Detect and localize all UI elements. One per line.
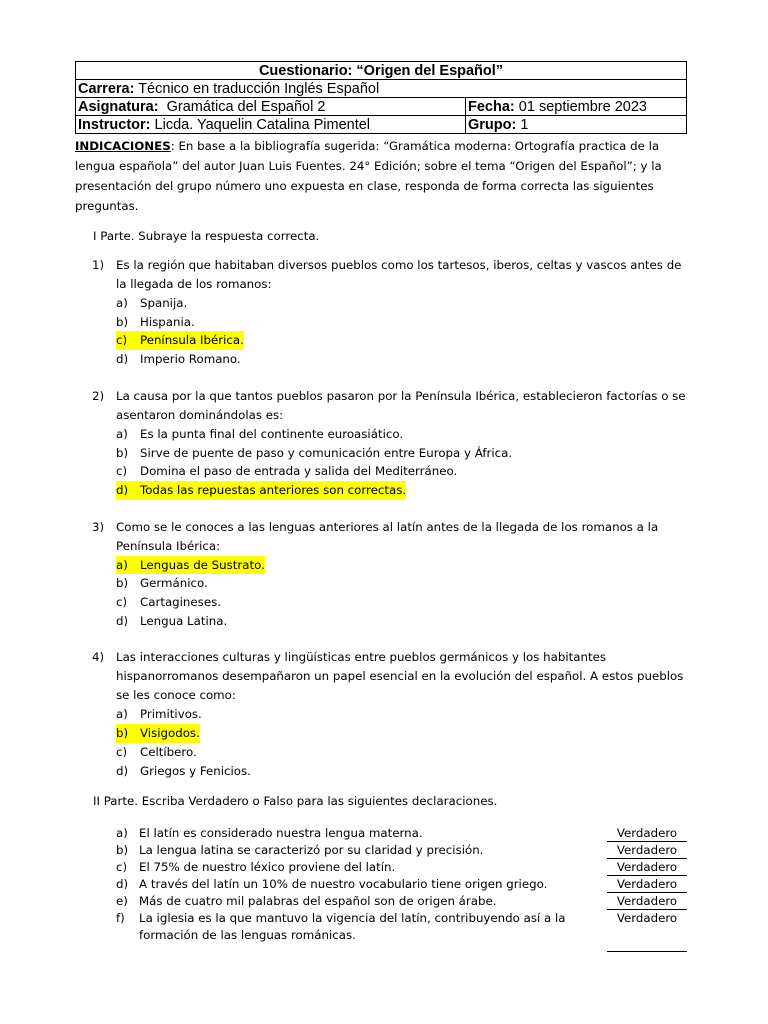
option-text: Hispania. [140, 314, 195, 329]
answer-blank[interactable]: Verdadero [607, 825, 687, 842]
option-d [116, 612, 687, 631]
item-letter: d) [116, 877, 129, 892]
option-letter: d) [116, 482, 129, 497]
option-letter: a) [116, 426, 128, 441]
fecha-value: 01 septiembre 2023 [518, 98, 647, 115]
carrera-label: Carrera: [78, 80, 135, 97]
tf-item-b [75, 842, 687, 859]
question-1-options [116, 294, 687, 369]
option-letter: b) [116, 576, 129, 591]
option-letter: b) [116, 314, 129, 329]
carrera-value: Técnico en traducción Inglés Español [138, 80, 380, 97]
option-letter: d) [116, 613, 129, 628]
option-letter: a) [116, 707, 128, 722]
question-2 [75, 387, 687, 425]
question-text: Como se le conoces a las lenguas anteriores al latín antes de la llegada de los romanos a la Península Ibérica: [116, 519, 659, 553]
item-text: La iglesia es la que mantuvo la vigencia del latín, contribuyendo así a la [139, 911, 566, 926]
option-letter: c) [116, 744, 128, 759]
instructor-label: Instructor: [78, 116, 151, 133]
option-b [116, 444, 687, 463]
option-letter: d) [116, 352, 129, 367]
item-text: A través del latín un 10% de nuestro vocabulario tiene origen griego. [139, 877, 548, 892]
option-text: Imperio Romano. [140, 352, 241, 367]
option-letter: c) [116, 464, 128, 479]
option-c [116, 593, 687, 612]
item-text: La lengua latina se caracterizó por su claridad y precisión. [139, 843, 484, 858]
item-letter: f) [116, 911, 125, 926]
option-text: Todas las repuestas anteriores son correctas. [140, 482, 407, 497]
question-number: 2) [92, 388, 105, 403]
asignatura-cell [76, 98, 466, 116]
option-text: Sirve de puente de paso y comunicación entre Europa y África. [140, 445, 513, 460]
option-letter: c) [116, 333, 128, 348]
question-number: 3) [92, 519, 105, 534]
question-text: Las interacciones culturas y lingüísticas entre pueblos germánicos y los habitantes hispanorromanos desempañaron un papel esencial en la evolución del español. A estos pueblos se les conoce como: [116, 650, 684, 703]
highlighted-answer [116, 481, 406, 500]
question-3 [75, 518, 687, 556]
option-text: Península Ibérica. [140, 333, 244, 348]
option-text: Es la punta final del continente euroasiático. [140, 426, 404, 441]
indicaciones-label: INDICACIONES [75, 139, 171, 153]
asignatura-label: Asignatura: [78, 98, 159, 115]
question-number: 4) [92, 650, 105, 665]
option-d [116, 350, 687, 369]
grupo-label: Grupo: [468, 116, 517, 133]
item-text: Más de cuatro mil palabras del español son de origen árabe. [139, 894, 497, 909]
option-text: Primitivos. [140, 707, 202, 722]
item-text: El 75% de nuestro léxico proviene del latín. [139, 860, 396, 875]
option-b-highlighted [116, 724, 687, 743]
highlighted-answer [116, 556, 265, 575]
option-text: Domina el paso de entrada y salida del Mediterráneo. [140, 464, 458, 479]
question-text: La causa por la que tantos pueblos pasaron por la Península Ibérica, establecieron factorías o se asentaron dominándolas es: [116, 388, 686, 422]
answer-value: Verdadero [616, 911, 678, 926]
tf-item-a [75, 825, 687, 842]
question-4-options [116, 705, 687, 780]
option-d [116, 762, 687, 781]
question-4 [75, 648, 687, 705]
answer-blank[interactable]: Verdadero [607, 893, 687, 910]
option-text: Visigodos. [140, 726, 200, 741]
item-letter: a) [116, 826, 128, 841]
option-text: Spanija. [140, 296, 188, 310]
tf-item-e [75, 893, 687, 910]
question-1 [75, 256, 687, 294]
document-title: Cuestionario: “Origen del Español” [76, 62, 687, 80]
option-b [116, 574, 687, 593]
part1-title: I Parte. Subraye la respuesta correcta. [93, 229, 320, 243]
option-letter: d) [116, 763, 129, 778]
answer-blank[interactable]: Verdadero [607, 859, 687, 876]
item-text: El latín es considerado nuestra lengua materna. [139, 826, 423, 841]
option-text: Celtíbero. [140, 744, 197, 759]
option-letter: b) [116, 445, 129, 460]
highlighted-answer [116, 724, 200, 743]
highlighted-answer [116, 331, 244, 350]
indicaciones-paragraph [75, 136, 687, 216]
grupo-value: 1 [520, 116, 529, 133]
answer-blank[interactable] [607, 933, 687, 952]
tf-item-c [75, 859, 687, 876]
tf-item-f-continued [75, 927, 687, 947]
option-text: Lenguas de Sustrato. [140, 557, 265, 572]
option-d-highlighted [116, 481, 687, 500]
item-text-continued: formación de las lenguas románicas. [139, 928, 356, 943]
instructor-cell [76, 116, 466, 134]
option-a-highlighted [116, 556, 687, 575]
indicaciones-text: : En base a la bibliografía sugerida: “Gramática moderna: Ortografía practica de la lengua española” del autor Juan Luis Fuentes. 24° Edición; sobre el tema “Origen del Español”; y la presentación del grupo número uno expuesta en clase, responda de forma correcta las siguientes preguntas. [75, 139, 662, 213]
option-text: Griegos y Fenicios. [140, 763, 251, 778]
asignatura-value: Gramática del Español 2 [166, 98, 326, 115]
item-letter: b) [116, 843, 129, 858]
question-2-options [116, 425, 687, 500]
item-letter: e) [116, 894, 128, 909]
instructor-value: Licda. Yaquelin Catalina Pimentel [154, 116, 371, 133]
grupo-cell [466, 116, 687, 134]
fecha-label: Fecha: [468, 98, 515, 115]
item-letter: c) [116, 860, 128, 875]
option-letter: b) [116, 726, 129, 741]
option-letter: a) [116, 557, 128, 572]
part2-title: II Parte. Escriba Verdadero o Falso para las siguientes declaraciones. [93, 794, 498, 809]
question-number: 1) [92, 258, 105, 272]
tf-item-f [75, 910, 687, 927]
option-c [116, 462, 687, 481]
document-body [75, 136, 687, 947]
option-b [116, 313, 687, 332]
question-3-options [116, 556, 687, 631]
answer-blank[interactable]: Verdadero [607, 842, 687, 859]
option-c-highlighted [116, 331, 687, 350]
part2-items [75, 825, 687, 947]
question-text: Es la región que habitaban diversos pueblos como los tartesos, iberos, celtas y vascos antes de la llegada de los romanos: [116, 258, 682, 291]
fecha-cell [466, 98, 687, 116]
option-c [116, 743, 687, 762]
option-text: Lengua Latina. [140, 613, 228, 628]
tf-item-d [75, 876, 687, 893]
option-text: Cartagineses. [140, 595, 221, 610]
option-letter: c) [116, 595, 128, 610]
option-letter: a) [116, 296, 128, 310]
option-a [116, 705, 687, 724]
carrera-cell [76, 80, 687, 98]
header-table [75, 61, 687, 134]
answer-blank[interactable]: Verdadero [607, 876, 687, 893]
option-a [116, 425, 687, 444]
option-a [116, 294, 687, 313]
option-text: Germánico. [140, 576, 208, 591]
